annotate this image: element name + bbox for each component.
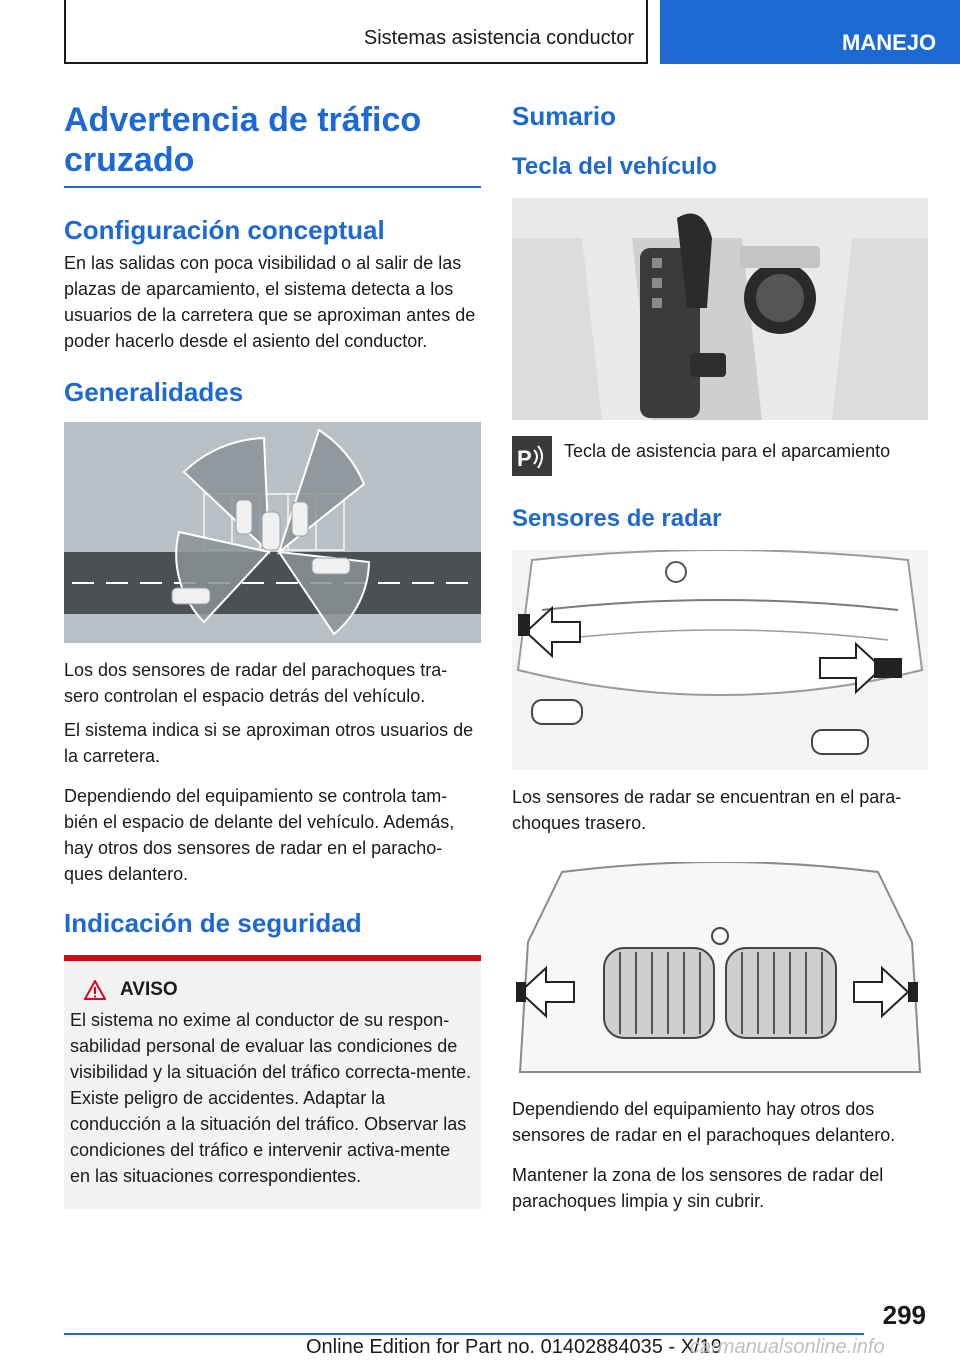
general-heading: Generalidades xyxy=(64,377,244,407)
page-number: 299 xyxy=(882,1300,926,1330)
front-bumper-drawing xyxy=(512,862,928,1082)
key-legend-text: Tecla de asistencia para el aparcamiento xyxy=(564,441,891,461)
rear-bumper-photo xyxy=(512,550,928,770)
key-heading: Tecla del vehículo xyxy=(512,153,717,180)
parking-assist-icon xyxy=(512,436,552,476)
warning-content xyxy=(64,961,481,1209)
header-chapter-tab xyxy=(660,0,960,64)
footer-divider xyxy=(64,1333,864,1335)
radar-rear-text: Los sensores de radar se encuentran en el para-choques trasero. xyxy=(512,787,902,833)
header-chapter-label: MANEJO xyxy=(842,30,937,55)
general-text-3: Dependiendo del equipamiento se controla tam-bién el espacio de delante del vehículo. Además, hay otros dos sensores de radar en el paracho-ques delantero. xyxy=(64,786,455,884)
front-bumper-photo xyxy=(512,862,928,1082)
left-column xyxy=(64,100,481,1209)
header-section-box xyxy=(64,0,648,64)
vehicle-console-photo xyxy=(512,198,928,420)
footer-edition: Online Edition for Part no. 01402884035 - X/19 xyxy=(306,1336,722,1358)
general-text-2: El sistema indica si se aproximan otros usuarios de la carretera. xyxy=(64,720,474,766)
header-section-title: Sistemas asistencia conductor xyxy=(363,27,634,49)
radar-front-text: Dependiendo del equipamiento hay otros dos sensores de radar en el parachoques delantero. xyxy=(512,1099,896,1145)
radar-clean-text: Mantener la zona de los sensores de radar del parachoques limpia y sin cubrir. xyxy=(512,1165,884,1211)
warning-header xyxy=(84,979,475,1001)
cross-traffic-diagram xyxy=(64,422,481,643)
rear-bumper-drawing xyxy=(512,550,928,770)
page-title: Advertencia de tráfico cruzado xyxy=(64,100,481,188)
footer-watermark: carmanualsonline.info xyxy=(690,1336,885,1358)
cross-traffic-illustration xyxy=(64,422,481,643)
console-drawing xyxy=(512,198,928,420)
warning-triangle-icon xyxy=(84,980,106,1000)
radar-heading: Sensores de radar xyxy=(512,505,722,532)
warning-label: AVISO xyxy=(120,979,178,1000)
warning-box xyxy=(64,955,481,1209)
safety-heading: Indicación de seguridad xyxy=(64,908,362,938)
right-column xyxy=(512,100,928,1214)
concept-heading: Configuración conceptual xyxy=(64,215,385,245)
summary-heading: Sumario xyxy=(512,101,617,131)
general-text-1: Los dos sensores de radar del parachoques tra-sero controlan el espacio detrás del vehículo. xyxy=(64,660,448,706)
svg-text:P: P xyxy=(517,446,532,471)
concept-text: En las salidas con poca visibilidad o al salir de las plazas de aparcamiento, el sistema detecta a los usuarios de la carretera que se aproximan antes de poder hacerlo desde el asiento del conductor. xyxy=(64,253,476,351)
key-legend xyxy=(512,436,928,476)
warning-text: El sistema no exime al conductor de su respon-sabilidad personal de evaluar las condiciones de visibilidad y la situación del tráfico correcta-mente. Existe peligro de accidentes. Adaptar la conducción a la situación del tráfico. Observar las condiciones del tráfico e intervenir activa-mente en las situaciones correspondientes. xyxy=(70,1010,472,1186)
